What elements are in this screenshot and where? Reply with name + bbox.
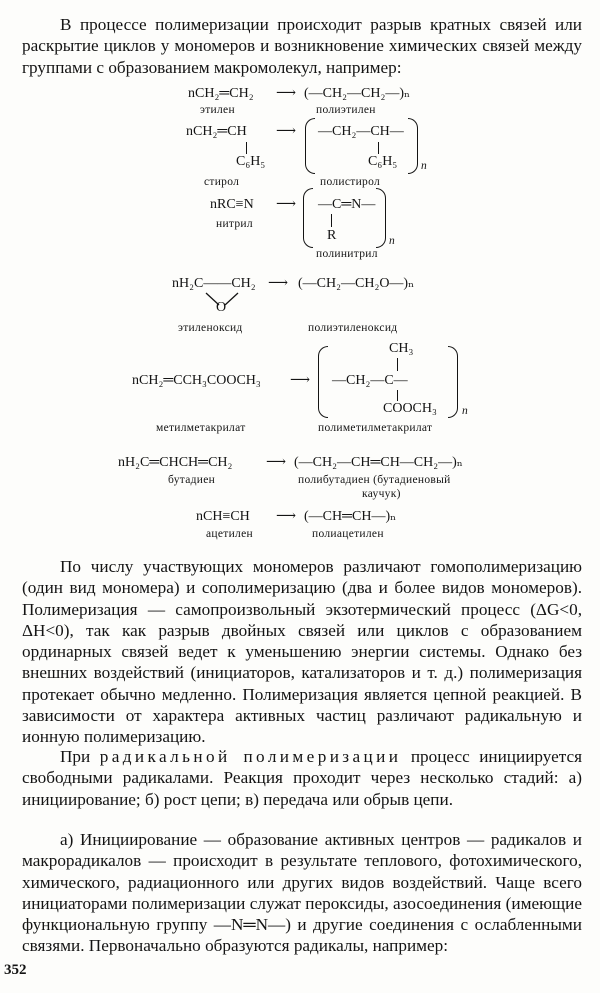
butadiene-arrow: ⟶ xyxy=(266,455,287,470)
styrene-arrow: ⟶ xyxy=(276,124,297,139)
acetylene-arrow: ⟶ xyxy=(276,509,297,524)
radical-lead-word: При xyxy=(60,747,91,766)
radical-polymerization-term: радикальной полимеризации xyxy=(99,747,402,766)
polynitrile-label: полинитрил xyxy=(316,248,378,260)
pmma-subscript-n: n xyxy=(462,405,469,417)
pmma-methyl-group: CH₃ xyxy=(389,341,414,356)
pmma-ester-group: COOCH₃ xyxy=(383,401,437,416)
polynitrile-left-paren xyxy=(303,188,313,248)
polybutadiene-label-line2: каучук) xyxy=(362,488,401,500)
polyethylene-label: полиэтилен xyxy=(316,104,376,116)
paragraph-polymerization-types: По числу участвующих мономеров различают гомополимеризацию (один вид мономера) и сополимеризацию (два и более видов мономеров). Полимеризация — самопроизвольный экзотермический процесс (ΔG<0, ΔH<0), так как разрыв двойных связей или циклов с образованием ординарных связей ведет к уменьшению энергии системы. Однако без внешних воздействий (инициаторов, катализаторов и т. д.) полимеризация протекает обычно медленно. Полимеризация является цепной реакцией. В зависимости от характера активных частиц различают радикальную и ионную полимеризацию. xyxy=(22,557,582,747)
butadiene-label: бутадиен xyxy=(168,474,216,486)
epoxide-oxygen: O xyxy=(216,300,227,315)
nitrile-reactant: nRC≡N xyxy=(210,197,254,212)
ethylene-oxide-arrow: ⟶ xyxy=(268,276,289,291)
ethylene-oxide-label: этиленоксид xyxy=(178,322,243,334)
radical-polymerization-text: процесс инициируется свободными радикалами. Реакция проходит через несколько стадий: а) инициирование; б) рост цепи; в) передача или обрыв цепи. xyxy=(22,747,583,809)
pmma-upper-bond xyxy=(397,358,398,371)
mma-label: метилметакрилат xyxy=(156,422,246,434)
polystyrene-left-paren xyxy=(305,118,315,174)
ethylene-label: этилен xyxy=(200,104,235,116)
paragraph-radical-polymerization xyxy=(22,746,582,810)
polystyrene-chain: —CH₂—CH— xyxy=(318,124,404,139)
polynitrile-right-paren xyxy=(376,188,386,248)
styrene-reactant: nCH₂═CH xyxy=(186,124,247,139)
polybutadiene-formula: (—CH₂—CH═CH—CH₂—)ₙ xyxy=(294,455,463,470)
ethylene-arrow: ⟶ xyxy=(276,86,297,101)
polyethylene-oxide-label: полиэтиленоксид xyxy=(308,322,398,334)
polyacetylene-label: полиацетилен xyxy=(312,528,384,540)
pmma-chain: —CH₂—C— xyxy=(332,373,408,388)
intro-paragraph: В процессе полимеризации происходит разрыв кратных связей или раскрытие циклов у мономеров и возникновение химических связей между группами с образованием макромолекул, например: xyxy=(22,15,582,77)
polystyrene-substituent: C₆H₅ xyxy=(368,154,398,169)
butadiene-reactant: nH₂C═CHCH═CH₂ xyxy=(118,455,233,470)
ethylene-oxide-reactant: nH₂C——CH₂ xyxy=(172,276,256,291)
polynitrile-vertical-bond xyxy=(331,214,332,227)
pmma-left-paren xyxy=(318,346,328,418)
acetylene-label: ацетилен xyxy=(206,528,253,540)
polyacetylene-formula: (—CH═CH—)ₙ xyxy=(304,509,397,524)
paragraph-initiation: а) Инициирование — образование активных центров — радикалов и макрорадикалов — происходит в результате теплового, фотохимического, химического, радиационного или других видов воздействий. Чаще всего инициаторами полимеризации служат пероксиды, азосоединения (имеющие функциональную группу —N═N—) и другие соединения с ослабленными связями. Первоначально образуются радикалы, например: xyxy=(22,830,582,956)
polystyrene-right-paren xyxy=(408,118,418,174)
polynitrile-chain: —C═N— xyxy=(318,197,376,212)
acetylene-reactant: nCH≡CH xyxy=(196,509,250,524)
styrene-vertical-bond xyxy=(246,142,247,154)
mma-reactant: nCH₂═CCH₃COOCH₃ xyxy=(132,373,261,388)
polyethylene-oxide-formula: (—CH₂—CH₂O—)ₙ xyxy=(298,276,415,291)
pmma-lower-bond xyxy=(397,390,398,401)
pmma-right-paren xyxy=(448,346,458,418)
mma-arrow: ⟶ xyxy=(290,373,311,388)
nitrile-arrow: ⟶ xyxy=(276,197,297,212)
pmma-label: полиметилметакрилат xyxy=(318,422,433,434)
styrene-label: стирол xyxy=(204,176,240,188)
nitrile-label: нитрил xyxy=(216,218,253,230)
polystyrene-subscript-n: n xyxy=(421,160,428,172)
page-number: 352 xyxy=(4,962,27,978)
polyethylene-formula: (—CH₂—CH₂—)ₙ xyxy=(304,86,411,101)
ethylene-reactant: nCH₂═CH₂ xyxy=(188,86,254,101)
polynitrile-subscript-n: n xyxy=(389,235,396,247)
polystyrene-label: полистирол xyxy=(320,176,381,188)
polybutadiene-label-line1: полибутадиен (бутадиеновый xyxy=(298,474,451,486)
polynitrile-substituent: R xyxy=(327,228,337,243)
polystyrene-vertical-bond xyxy=(378,142,379,154)
styrene-substituent: C₆H₅ xyxy=(236,154,266,169)
